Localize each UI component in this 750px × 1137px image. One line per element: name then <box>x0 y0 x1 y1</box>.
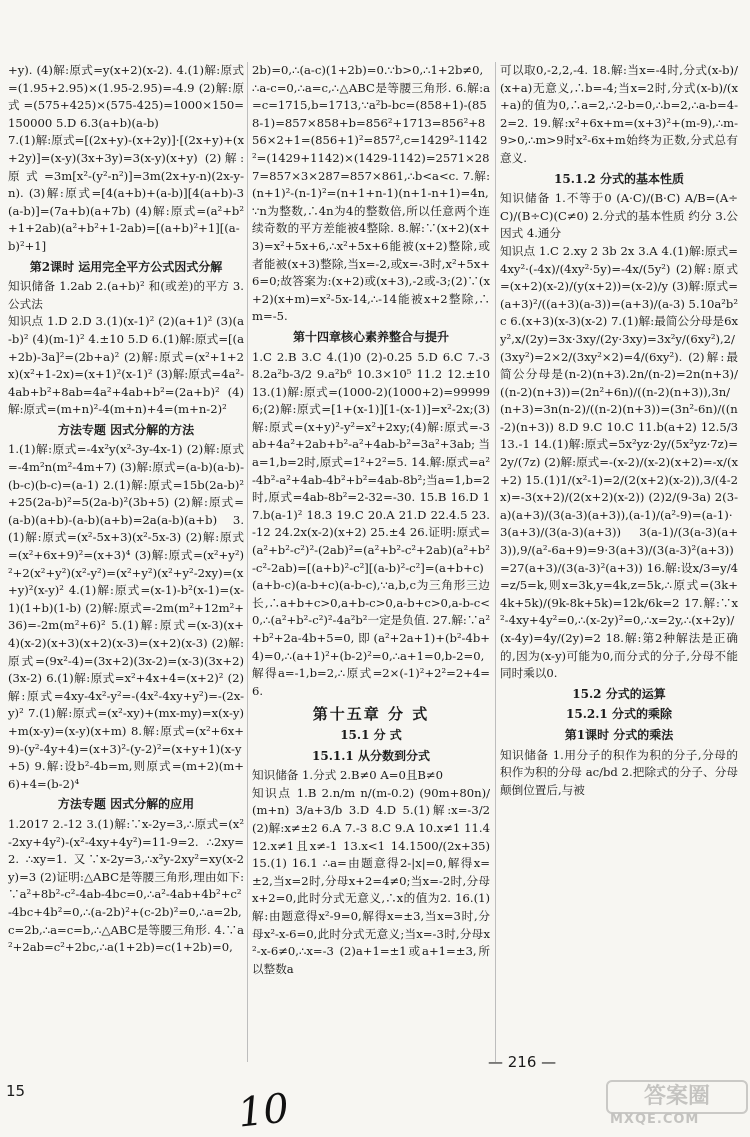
watermark-url: MXQE.COM <box>610 1112 700 1127</box>
section-heading: 第1课时 分式的乘法 <box>564 727 674 742</box>
section-heading: 15.1.2 分式的基本性质 <box>554 171 684 186</box>
answer-text: 2b)=0,∴(a-c)(1+2b)=0.∵b>0,∴1+2b≠0,∴a-c=0,∴a=c,∴△ABC是等腰三角形. 6.解:a=c=1715,b=1713,∵a²b-bc=(858+1)-(858-1)=857×858+b=856²+1713=856²+856×2+1=(856+1)²=857²,c=1429²-1142²=(1429+1142)×(1429-1142)=2571×287=857×3×287=857×861,∴b<a<c. 7.解:(n+1)²-(n-1)²=(n+1+n-1)(n+1-n+1)=4n,∵n为整数,∴4n为4的整数倍,所以任意两个连续奇数的平方差能被4整除. 8.解:∵(x+2)(x+3)=x²+5x+6,∴x²+5x+6能被(x+2)整除,或者能被(x+3)整除,当x=-2,或x=-3时,x²+5x+6=0;故答案为:(x+2)或(x+3),-2或-3;(2)∵(x+2)(x+m)=x²-5x-14,∴-14能被x+2整除,∴m=-5. <box>252 63 490 324</box>
column-divider <box>247 62 248 1062</box>
section-heading: 15.2 分式的运算 <box>572 686 666 701</box>
answer-text: 知识储备 1.用分子的积作为积的分子,分母的积作为积的分母 ac/bd 2.把除式的分子、分母颠倒位置后,与被 <box>500 747 738 797</box>
section-heading: 第十四章核心素养整合与提升 <box>292 329 449 344</box>
answer-text: 知识点 1.C 2.xy 2 3b 2x 3.A 4.(1)解:原式=4xy²·(-4x)/(4xy²·5y)=-4x/(5y²) (2)解:原式=(x+2)(x-2)/(y(x+2))=(x-2)/y (3)解:原式=(a+3)²/((a+3)(a-3))=(a+3)/(a-3) 5.10a²b²c 6.(x+3)(x-3)(x-2) 7.(1)解:最简公分母是6xy²,x/(2y)=3x·3xy/(2y·3xy)=3x²y/(6xy²),2/(3xy²)=2×2/(3xy²×2)=4/(6xy²). (2)解:最简公分母是(n-2)(n+3).2n/(n-2)=2n(n+3)/((n-2)(n+3))=(2n²+6n)/((n-2)(n+3)),3n/(n+3)=3n(n-2)/((n-2)(n+3))=(3n²-6n)/((n-2)(n+3)) 8.D 9.C 10.C 11.b(a+2) 12.5/3 13.-1 14.(1)解:原式=5x²yz·2y/(5x²yz·7z)=2y/(7z) (2)解:原式=-(x-2)/(x-2)(x+2)=-x/(x+2) 15.(1)1/(x²-1)=2/(2(x+2)(x-2)),3/(4-2x)=-3(x+2)/(2(x+2)(x-2)) (2)2/(9-3a) 2(3-a)(a+3)/(3(a-3)(a+3)),(a-1)/(a²-9)=(a-1)·3(a+3)/(3(a-3)(a+3)) 3(a-1)/(3(a-3)(a+3)),9/(a²-6a+9)=9·3(a+3)/(3(a-3)²(a+3))=27(a+3)/(3(a-3)²(a+3)) 16.解:设x/3=y/4=z/5=k,则x=3k,y=4k,z=5k,∴原式=(3k+4k+5k)/(9k-8k+5k)=12k/6k=2 17.解:∵x²-4xy+4y²=0,∴(x-2y)²=0,∴x=2y,∴(x+2y)/(x-4y)=4y/(2y)=2 18.解:第2种解法是正确的,因为(x-y)可能为0,而分式的分子,分母不能同时乘以0. <box>500 243 738 681</box>
chapter-title: 第十五章 分 式 <box>312 705 430 724</box>
answer-text: +y). (4)解:原式=y(x+2)(x-2). 4.(1)解:原式=(1.95+2.95)×(1.95-2.95)=-4.9 (2)解:原式=(575+425)×(575-425)=1000×150=150000 5.D 6.3(a+b)(a-b) <box>8 63 244 130</box>
answer-text: 知识储备 1.2ab 2.(a+b)² 和(或差)的平方 3.公式法 <box>8 279 244 311</box>
watermark-logo <box>606 1080 744 1128</box>
column-divider <box>495 62 496 1062</box>
answer-text: 知识储备 1.不等于0 (A·C)/(B·C) A/B=(A÷C)/(B÷C)(C≠0) 2.分式的基本性质 约分 3.公因式 4.通分 <box>500 191 738 241</box>
left-page-number: 15 <box>6 1082 26 1100</box>
answer-text: 7.(1)解:原式=[(2x+y)-(x+2y)]·[(2x+y)+(x+2y)]=(x-y)(3x+3y)=3(x-y)(x+y) (2)解:原式=3m[x²-(y²-n²)]=3m(2x+y-n)(2x-y-n). (3)解:原式=[4(a+b)+(a-b)][4(a+b)-3(a-b)]=(7a+b)(a+7b) (4)解:原式=(a²+b²+1+2ab)(a²+b²+1-2ab)=[(a+b)²+1][(a-b)²+1] <box>8 133 244 253</box>
middle-column <box>252 62 490 1022</box>
answer-text: 1.(1)解:原式=-4x²y(x²-3y-4x-1) (2)解:原式=-4m²n(m²-4m+7) (3)解:原式=(a-b)(a-b)-(b-c)(b-c)=(a-1) 2.(1)解:原式=15b(2a-b)²+25(2a-b)²=5(2a-b)²(3b+5) (2)解:原式=(a-b)(a+b)-(a-b)(a+b)=2a(a-b)(a+b) 3.(1)解:原式=(x²-5x+3)(x²-5x-3) (2)解:原式=(x²+6x+9)²=(x+3)⁴ (3)解:原式=(x²+y²)²+2(x²+y²)(x²-y²)=(x²+y²)(x²+y²-2xy)=(x+y)²(x-y)² 4.(1)解:原式=(x-1)-b²(x-1)=(x-1)(1+b)(1-b) (2)解:原式=-2m(m²+12m²+36)=-2m(m²+6)² 5.(1)解:原式=(x-3)(x+4)(x-2)(x+3)(x+2)(x-3)=(x+2)(x-3) (2)解:原式=(9x²-4)=(3x+2)(3x-2)=(x-3)(3x+2)(3x-2) 6.(1)解:原式=x²+4x+4=(x+2)² (2)解:原式=4xy-4x²-y²=-(4x²-4xy+y²)=-(2x-y)² 7.(1)解:原式=(x²-xy)+(mx-my)=x(x-y)+m(x-y)=(x-y)(x+m) 8.解:原式=(x²+6x+9)-(y²-4y+4)=(x+3)²-(y-2)²=(x+y+1)(x-y+5) 9.解:设b²-4b=m,则原式=(m+2)(m+6)+4=(b-2)⁴ <box>8 442 244 791</box>
watermark-brand: 答案圈 <box>606 1080 748 1114</box>
section-heading: 方法专题 因式分解的方法 <box>57 422 195 437</box>
answer-text: 知识点 1.D 2.D 3.(1)(x-1)² (2)(a+1)² (3)(a-b)² (4)(m-1)² 4.±10 5.D 6.(1)解:原式=[(a+2b)-3a]²=(2b+a)² (2)解:原式=(x²+1+2x)(x²+1-2x)=(x+1)²(x-1)² (3)解:原式=4a²-4ab+b²+8ab=4a²+4ab+b²=(2a+b)² (4)解:原式=(m+n)²-4(m+n)+4=(m+n-2)² <box>8 314 244 417</box>
answer-text: 可以取0,-2,2,-4. 18.解:当x=-4时,分式(x-b)/(x+a)无意义,∴b=-4;当x=2时,分式(x-b)/(x+a)的值为0,∴a=2,∴2-b=0,∴b=2,∴a-b=4-2=2. 19.解:x²+6x+m=(x+3)²+(m-9),∴m-9>0,∴m>9时x²-6x+m始终为正数,分式总有意义. <box>500 63 738 165</box>
section-heading: 方法专题 因式分解的应用 <box>57 797 195 812</box>
page-number: — 216 — <box>488 1053 557 1071</box>
section-heading: 15.1 分 式 <box>340 727 402 742</box>
answer-text: 知识储备 1.分式 2.B≠0 A=0且B≠0 <box>252 768 444 783</box>
section-heading: 15.1.1 从分数到分式 <box>312 748 430 763</box>
section-heading: 第2课时 运用完全平方公式因式分解 <box>29 259 223 274</box>
section-heading: 15.2.1 分式的乘除 <box>566 707 672 722</box>
right-column <box>500 62 738 1062</box>
answer-text: 1.2017 2.-12 3.(1)解:∵x-2y=3,∴原式=(x²-2xy+4y²)-(x²-4xy+4y²)=11-9=2. ∴2xy=2. ∴xy=1. 又∵x-2y=3,∴x²y-2xy²=xy(x-2y)=3 (2)证明:△ABC是等腰三角形,理由如下:∵a²+8b²-c²-4ab-4bc=0,∴a²-4ab+4b²+c²-4bc+4b²=0,∴(a-2b)²+(c-2b)²=0,∴a=2b,c=2b,∴a=c=b,∴△ABC是等腰三角形. 4.∵a²+2ab=c²+2bc,∴a(1+2b)=c(1+2b)=0, <box>8 816 244 955</box>
left-column <box>8 62 244 997</box>
handwritten-mark: 10 <box>235 1085 292 1137</box>
answer-text: 知识点 1.B 2.n/m n/(m-0.2) (90m+80n)/(m+n) 3/a+3/b 3.D 4.D 5.(1)解:x=-3/2 (2)解:x≠±2 6.A 7.-3 8.C 9.A 10.x≠1 11.4 12.x≠1且x≠-1 13.x<1 14.1500/(2x+35) 15.(1) 16.1 ∴a=由题意得2-|x|=0,解得x=±2,当x=2时,分母x+2=4≠0;当x=-2时,分母x+2=0,此时分式无意义,∴x的值为2. 16.(1)解:由题意得x²-9=0,解得x=±3,当x=3时,分母x²-x-6=0,此时分式无意义;当x=-3时,分母x²-x-6≠0,∴x=-3 (2)a+1=±1或a+1=±3,所以整数a <box>252 785 490 976</box>
answer-text: 1.C 2.B 3.C 4.(1)0 (2)-0.25 5.D 6.C 7.-3 8.2a²b-3/2 9.a²b⁶ 10.3×10⁵ 11.2 12.±10 13.(1)解:原式=(1000-2)(1000+2)=999996;(2)解:原式=[1+(x-1)][1-(x-1)]=x²-2x;(3)解:原式=(x+y)²-y²=x²+2xy;(4)解:原式=-3ab+4a²+2ab+b²-a²+4ab-b²=3a²+3ab;当a=1,b=2时,原式=1²+2²=5. 14.解:原式=a²-4b²-a²+4ab-4b²+b²=4ab-8b²;当a=1,b=2时,原式=4ab-8b²=2-32=-30. 15.B 16.D 17.b(a-1)² 18.3 19.C 20.A 21.D 22.4.5 23.-12 24.2x(x-2)(x+2) 25.±4 26.证明:原式=(a²+b²-c²)²-(2ab)²=(a²+b²-c²+2ab)(a²+b²-c²-2ab)=[(a+b)²-c²][(a-b)²-c²]=(a+b+c)(a+b-c)(a-b+c)(a-b-c),∵a,b,c为三角形三边长,∴a+b+c>0,a+b-c>0,a-b+c>0,a-b-c<0,∴(a²+b²-c²)²-4a²b²一定是负值. 27.解:∵a²+b²+2a-4b+5=0,即(a²+2a+1)+(b²-4b+4)=0,∴(a+1)²+(b-2)²=0,∴a+1=0,b-2=0,解得a=-1,b=2,∴原式=2×(-1)²+2²=2+4=6. <box>252 349 490 698</box>
